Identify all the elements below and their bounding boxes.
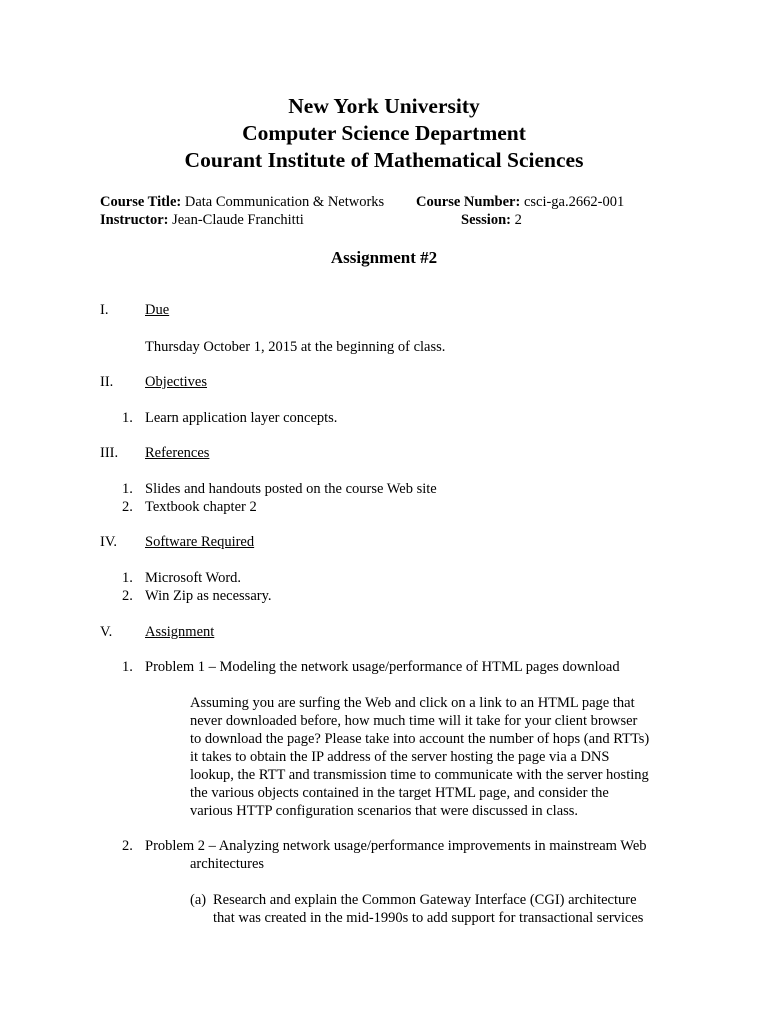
section-numeral-due: I. xyxy=(100,302,109,318)
institute-name: Courant Institute of Mathematical Sciences xyxy=(184,148,584,172)
paragraph-line: lookup, the RTT and transmission time to communicate with the server hosting xyxy=(190,767,649,783)
course-number-value: csci-ga.2662-001 xyxy=(523,194,625,210)
list-item: Slides and handouts posted on the course Web site xyxy=(145,481,437,497)
course-number-row xyxy=(416,193,624,211)
paragraph-line: never downloaded before, how much time will it take for your client browser xyxy=(190,713,638,729)
due-date-text: Thursday October 1, 2015 at the beginning of class. xyxy=(145,339,446,355)
problem-1-title: Problem 1 – Modeling the network usage/performance of HTML pages download xyxy=(145,659,620,675)
problem-2-title-continued: architectures xyxy=(190,856,265,872)
section-heading-references: References xyxy=(145,445,210,461)
instructor-label: Instructor: xyxy=(100,212,169,228)
list-item-number: 1. xyxy=(122,481,133,497)
instructor-value: Jean-Claude Franchitti xyxy=(172,212,304,228)
session-label: Session: xyxy=(461,212,511,228)
department-name: Computer Science Department xyxy=(242,121,526,145)
session-row xyxy=(461,211,522,229)
assignment-title: Assignment #2 xyxy=(330,248,438,267)
section-numeral-objectives: II. xyxy=(100,374,114,390)
list-item: Win Zip as necessary. xyxy=(145,588,272,604)
section-numeral-references: III. xyxy=(100,445,119,461)
paragraph-line: the various objects contained in the target HTML page, and consider the xyxy=(190,785,609,801)
paragraph-line: it takes to obtain the IP address of the server hosting the page via a DNS xyxy=(190,749,610,765)
section-numeral-software: IV. xyxy=(100,534,118,550)
sub-item-line: that was created in the mid-1990s to add support for transactional services xyxy=(213,910,644,926)
list-item-number: 2. xyxy=(122,588,133,604)
paragraph-line: various HTTP configuration scenarios that were discussed in class. xyxy=(190,803,579,819)
paragraph-line: to download the page? Please take into account the number of hops (and RTTs) xyxy=(190,731,650,747)
section-numeral-assignment: V. xyxy=(100,624,113,640)
section-heading-assignment: Assignment xyxy=(145,624,215,640)
course-title-row xyxy=(100,193,384,211)
sub-item-line: Research and explain the Common Gateway Interface (CGI) architecture xyxy=(213,892,637,908)
list-item-number: 1. xyxy=(122,570,133,586)
problem-number: 2. xyxy=(122,838,133,854)
instructor-row xyxy=(100,211,304,229)
session-value: 2 xyxy=(514,212,522,228)
university-name: New York University xyxy=(288,94,480,118)
list-item: Textbook chapter 2 xyxy=(145,499,257,515)
course-number-label: Course Number: xyxy=(416,194,521,210)
list-item: Learn application layer concepts. xyxy=(145,410,338,426)
paragraph-line: Assuming you are surfing the Web and click on a link to an HTML page that xyxy=(190,695,635,711)
section-heading-due: Due xyxy=(145,302,170,318)
section-heading-software: Software Required xyxy=(145,534,255,550)
course-title-label: Course Title: xyxy=(100,194,182,210)
problem-2-title: Problem 2 – Analyzing network usage/performance improvements in mainstream Web xyxy=(145,838,647,854)
list-item-number: 1. xyxy=(122,410,133,426)
problem-number: 1. xyxy=(122,659,133,675)
list-item-number: 2. xyxy=(122,499,133,515)
sub-item-label: (a) xyxy=(190,892,207,908)
section-heading-objectives: Objectives xyxy=(145,374,208,390)
course-title-value: Data Communication & Networks xyxy=(184,194,385,210)
list-item: Microsoft Word. xyxy=(145,570,242,586)
